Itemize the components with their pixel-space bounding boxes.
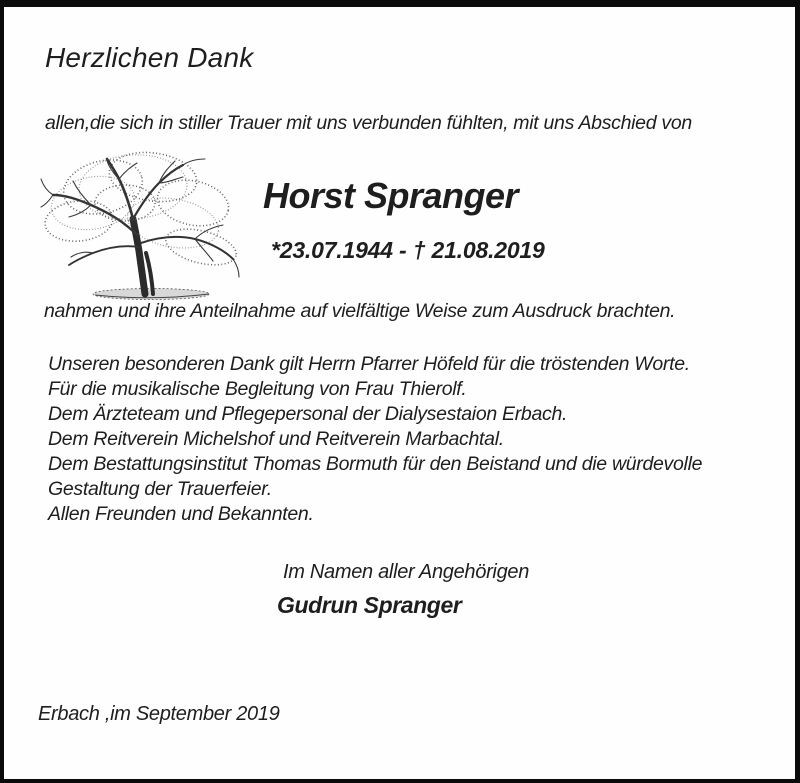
continuation-line: nahmen und ihre Anteilnahme auf vielfältige Weise zum Ausdruck brachten. xyxy=(44,300,676,322)
thanks-paragraph xyxy=(48,352,702,527)
scan-border-left xyxy=(0,0,4,783)
life-dates: *23.07.1944 - † 21.08.2019 xyxy=(271,237,545,263)
tree-sketch-icon xyxy=(33,143,247,305)
signature-name: Gudrun Spranger xyxy=(277,592,462,618)
scan-border-right xyxy=(795,0,800,783)
place-date-line: Erbach ,im September 2019 xyxy=(38,703,280,725)
thanks-line: Gestaltung der Trauerfeier. xyxy=(48,478,272,500)
thanks-line: Allen Freunden und Bekannten. xyxy=(48,503,314,525)
thanks-line: Dem Ärzteteam und Pflegepersonal der Dialysestaion Erbach. xyxy=(48,403,568,425)
closing-line: Im Namen aller Angehörigen xyxy=(283,561,530,583)
thanks-line: Unseren besonderen Dank gilt Herrn Pfarrer Höfeld für die tröstenden Worte. xyxy=(48,353,690,375)
intro-line: allen,die sich in stiller Trauer mit uns verbunden fühlten, mit uns Abschied von xyxy=(45,112,692,134)
scan-border-top xyxy=(0,0,800,7)
thanks-line: Dem Reitverein Michelshof und Reitverein Marbachtal. xyxy=(48,428,504,450)
scan-border-bottom xyxy=(0,779,800,783)
thanks-line: Dem Bestattungsinstitut Thomas Bormuth für den Beistand und die würdevolle xyxy=(48,453,703,475)
notice-heading: Herzlichen Dank xyxy=(45,42,254,73)
thanks-line: Für die musikalische Begleitung von Frau Thierolf. xyxy=(48,378,467,400)
deceased-name: Horst Spranger xyxy=(263,175,519,216)
